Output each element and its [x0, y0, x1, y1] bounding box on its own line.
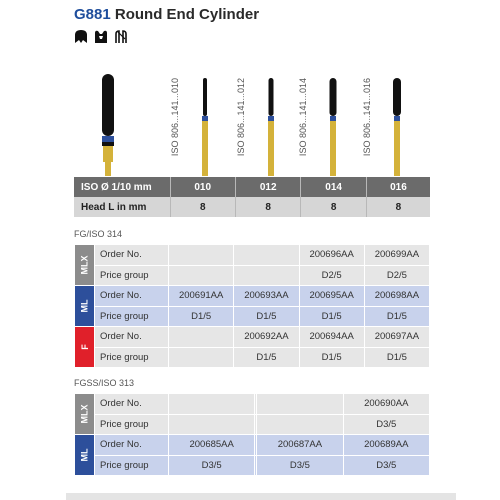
- order-no-cell: 200691AA: [169, 286, 234, 307]
- bur-016-illustration: [391, 78, 403, 176]
- order-no-label: Order No.: [95, 435, 169, 456]
- order-no-cell: [169, 327, 234, 348]
- price-group-label: Price group: [95, 455, 169, 476]
- head-length-010: 8: [170, 197, 235, 217]
- price-group-cell: D1/5: [234, 347, 299, 368]
- table-row: [75, 327, 430, 348]
- product-code: G881: [74, 6, 111, 23]
- bur-illustrations: [74, 60, 430, 176]
- order-no-cell: 200692AA: [234, 327, 299, 348]
- price-group-cell: D1/5: [169, 306, 234, 327]
- price-group-cell: D1/5: [364, 347, 429, 368]
- price-group-cell: [169, 414, 255, 435]
- head-length-014: 8: [301, 197, 366, 217]
- iso-size-014: 014: [301, 177, 366, 197]
- price-group-cell: D1/5: [299, 347, 364, 368]
- section-title-fg: FG/ISO 314: [74, 229, 123, 239]
- price-group-cell: D2/5: [299, 265, 364, 286]
- order-no-cell: 200699AA: [364, 245, 429, 266]
- crown-prep-icon: [73, 28, 89, 44]
- price-group-label: Price group: [95, 347, 169, 368]
- price-group-cell: D1/5: [234, 306, 299, 327]
- order-no-cell: 200685AA: [169, 435, 255, 456]
- bur-010-illustration: [200, 78, 210, 176]
- iso-size-010: 010: [170, 177, 235, 197]
- spec-table: [74, 177, 430, 217]
- price-group-cell: [169, 265, 234, 286]
- price-group-cell: [234, 265, 299, 286]
- price-group-label: Price group: [95, 306, 169, 327]
- order-no-cell: 200697AA: [364, 327, 429, 348]
- order-no-cell: 200694AA: [299, 327, 364, 348]
- price-group-cell: [257, 414, 343, 435]
- order-no-label: Order No.: [95, 245, 169, 266]
- head-length-row: [74, 197, 430, 217]
- iso-size-012: 012: [235, 177, 300, 197]
- iso-ref-010: ISO 806...141...010: [170, 78, 180, 157]
- grit-band-ml: ML: [75, 435, 95, 476]
- table-row: [75, 347, 430, 368]
- table-row: [75, 435, 430, 456]
- order-no-label: Order No.: [95, 394, 169, 415]
- product-name: Round End Cylinder: [114, 6, 260, 23]
- grit-band-mlx: MLX: [75, 245, 95, 286]
- order-no-cell: [169, 245, 234, 266]
- usage-icons: [73, 28, 129, 44]
- head-length-012: 8: [235, 197, 300, 217]
- head-length-016: 8: [366, 197, 430, 217]
- order-no-cell: 200690AA: [343, 394, 429, 415]
- order-no-cell: 200687AA: [257, 435, 343, 456]
- iso-size-016: 016: [366, 177, 430, 197]
- price-group-cell: D3/5: [343, 455, 429, 476]
- iso-ref-014: ISO 806...141...014: [298, 78, 308, 157]
- order-no-cell: 200693AA: [234, 286, 299, 307]
- order-no-cell: 200695AA: [299, 286, 364, 307]
- price-group-label: Price group: [95, 265, 169, 286]
- iso-row-label: ISO Ø 1/10 mm: [74, 177, 170, 197]
- table-row: [75, 414, 430, 435]
- grit-band-f: F: [75, 327, 95, 368]
- price-group-cell: D3/5: [343, 414, 429, 435]
- table-row: [75, 394, 430, 415]
- iso-ref-016: ISO 806...141...016: [362, 78, 372, 157]
- order-no-cell: 200689AA: [343, 435, 429, 456]
- footer-divider: [66, 493, 456, 500]
- bur-014-illustration: [327, 78, 339, 176]
- section-title-fgss: FGSS/ISO 313: [74, 378, 135, 388]
- table-row: [75, 455, 430, 476]
- bur-large-illustration: [96, 74, 120, 176]
- order-table-fgss: [74, 393, 430, 476]
- price-group-cell: D2/5: [364, 265, 429, 286]
- order-no-label: Order No.: [95, 327, 169, 348]
- order-no-cell: 200696AA: [299, 245, 364, 266]
- cavity-prep-icon: [93, 28, 109, 44]
- price-group-cell: D1/5: [364, 306, 429, 327]
- order-no-cell: [234, 245, 299, 266]
- table-row: [75, 265, 430, 286]
- bur-012-illustration: [266, 78, 276, 176]
- order-no-cell: [257, 394, 343, 415]
- product-title: [74, 6, 259, 23]
- grit-band-mlx: MLX: [75, 394, 95, 435]
- price-group-cell: [169, 347, 234, 368]
- table-row: [75, 286, 430, 307]
- price-group-cell: D3/5: [257, 455, 343, 476]
- table-row: [75, 306, 430, 327]
- order-no-cell: 200698AA: [364, 286, 429, 307]
- iso-row: [74, 177, 430, 197]
- price-group-cell: D3/5: [169, 455, 255, 476]
- order-no-label: Order No.: [95, 286, 169, 307]
- price-group-cell: D1/5: [299, 306, 364, 327]
- head-length-label: Head L in mm: [74, 197, 170, 217]
- price-group-label: Price group: [95, 414, 169, 435]
- crown-removal-icon: [113, 28, 129, 44]
- iso-ref-012: ISO 806...141...012: [236, 78, 246, 157]
- order-no-cell: [169, 394, 255, 415]
- order-table-fg: [74, 244, 430, 368]
- table-row: [75, 245, 430, 266]
- grit-band-ml: ML: [75, 286, 95, 327]
